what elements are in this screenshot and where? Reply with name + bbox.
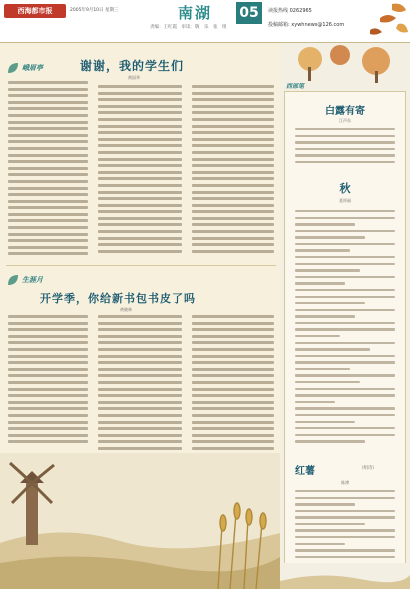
wheat-decoration (280, 563, 410, 589)
poem-author: 陈溥 (341, 480, 349, 485)
article-divider (6, 265, 276, 266)
poem-subtitle: （组诗） (359, 466, 377, 471)
article-author: 黄晓林 (120, 307, 132, 312)
poem-text (295, 210, 395, 450)
poem-text (295, 128, 395, 172)
article-title: 开学季，你给新书包书皮了吗 (40, 292, 196, 305)
article-text-column (8, 315, 88, 453)
autumn-leaves-decoration (350, 0, 410, 42)
article-title: 谢谢，我的学生们 (80, 59, 185, 73)
leaf-icon (6, 61, 20, 75)
section-editors: 责编：王红霞 审读：敬 乐 张 组 (150, 25, 227, 30)
article-text-column (98, 85, 182, 261)
leaf-icon (6, 273, 20, 287)
issue-date: 2005年9月10日 星期三 (70, 8, 119, 13)
poem-author: 聂厚福 (339, 198, 351, 203)
poem-text (295, 490, 395, 566)
sidebar-column (280, 43, 410, 589)
farm-scene-illustration (0, 453, 280, 589)
poetry-panel (284, 91, 406, 571)
main-column (0, 43, 280, 589)
poem-title: 红薯 (295, 466, 315, 477)
column-tag: 生涯月 (22, 276, 43, 284)
column-tag: 峨眉亭 (22, 64, 43, 72)
page-header (0, 0, 410, 43)
poem-title: 秋 (339, 182, 351, 195)
poem-title: 白露有寄 (325, 106, 365, 117)
newspaper-logo: 西海都市报 (4, 4, 66, 18)
article-text-column (8, 81, 88, 261)
poem-author: 江声东 (339, 118, 351, 123)
article-text-column (192, 85, 274, 261)
section-title: 南湖 (178, 4, 213, 22)
page-number: 05 (236, 2, 262, 24)
column-tag: 西部笔 (286, 83, 305, 90)
reader-hotline: 读报热线 0262965 (268, 8, 312, 14)
submission-email: 投稿邮箱: xywhnews@126.com (268, 22, 345, 28)
article-author: 黄国华 (128, 75, 140, 80)
